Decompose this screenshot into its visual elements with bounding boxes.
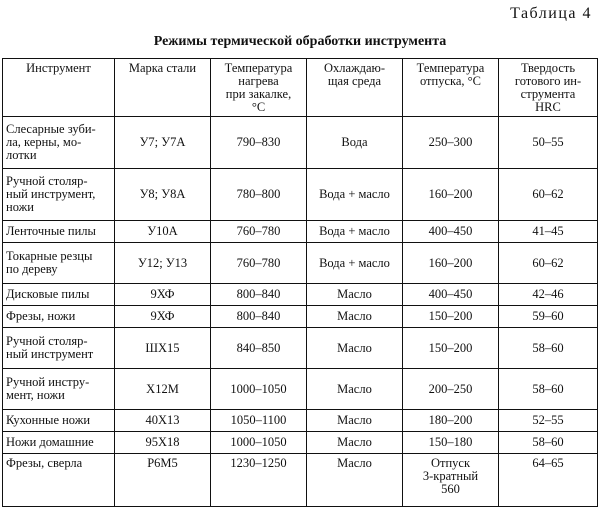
cell-tool: Ручной столяр- ный инструмент: [3, 328, 115, 369]
cell-tempering: 150–200: [403, 328, 499, 369]
cell-steel: 9ХФ: [115, 284, 211, 306]
table-row: [3, 284, 598, 306]
cell-cooling: Масло: [307, 369, 403, 410]
cell-hardening-temp: 1230–1250: [211, 454, 307, 507]
cell-tool: Фрезы, ножи: [3, 306, 115, 328]
table-row: [3, 454, 598, 507]
table-row: [3, 169, 598, 221]
cell-hardness: 52–55: [499, 410, 598, 432]
table-row: [3, 432, 598, 454]
cell-hardening-temp: 1000–1050: [211, 432, 307, 454]
table-number: Таблица 4: [510, 5, 592, 22]
table-row: [3, 328, 598, 369]
table-row: [3, 117, 598, 169]
cell-tempering: 250–300: [403, 117, 499, 169]
cell-hardening-temp: 760–780: [211, 221, 307, 243]
cell-tool: Ножи домашние: [3, 432, 115, 454]
cell-steel: 40Х13: [115, 410, 211, 432]
cell-tool: Фрезы, сверла: [3, 454, 115, 507]
cell-steel: У7; У7А: [115, 117, 211, 169]
header-row: [3, 59, 598, 117]
cell-tool: Ленточные пилы: [3, 221, 115, 243]
cell-hardness: 41–45: [499, 221, 598, 243]
cell-steel: 95Х18: [115, 432, 211, 454]
cell-tempering: 400–450: [403, 284, 499, 306]
cell-hardness: 58–60: [499, 432, 598, 454]
cell-cooling: Масло: [307, 328, 403, 369]
header-hardening-temperature: Температура нагрева при закалке, °C: [211, 59, 307, 117]
cell-steel: Р6М5: [115, 454, 211, 507]
header-steel-grade: Марка стали: [115, 59, 211, 117]
cell-cooling: Масло: [307, 306, 403, 328]
cell-tool: Ручной столяр- ный инструмент, ножи: [3, 169, 115, 221]
cell-steel: 9ХФ: [115, 306, 211, 328]
cell-cooling: Вода + масло: [307, 243, 403, 284]
cell-cooling: Масло: [307, 454, 403, 507]
table-title: Режимы термической обработки инструмента: [153, 34, 447, 49]
cell-hardness: 59–60: [499, 306, 598, 328]
cell-cooling: Вода: [307, 117, 403, 169]
cell-hardness: 60–62: [499, 243, 598, 284]
cell-tempering: 160–200: [403, 243, 499, 284]
cell-hardness: 58–60: [499, 328, 598, 369]
cell-hardening-temp: 780–800: [211, 169, 307, 221]
cell-cooling: Вода + масло: [307, 221, 403, 243]
cell-tempering: Отпуск 3-кратный 560: [403, 454, 499, 507]
cell-hardening-temp: 800–840: [211, 284, 307, 306]
cell-hardness: 58–60: [499, 369, 598, 410]
cell-hardening-temp: 800–840: [211, 306, 307, 328]
header-cooling-medium: Охлаждаю- щая среда: [307, 59, 403, 117]
cell-tool: Ручной инстру- мент, ножи: [3, 369, 115, 410]
table-row: [3, 243, 598, 284]
cell-tool: Кухонные ножи: [3, 410, 115, 432]
cell-tempering: 150–180: [403, 432, 499, 454]
cell-steel: Х12М: [115, 369, 211, 410]
cell-hardness: 42–46: [499, 284, 598, 306]
cell-tool: Слесарные зуби- ла, керны, мо- лотки: [3, 117, 115, 169]
cell-tempering: 160–200: [403, 169, 499, 221]
header-tool: Инструмент: [3, 59, 115, 117]
cell-cooling: Масло: [307, 284, 403, 306]
cell-tempering: 150–200: [403, 306, 499, 328]
table-row: [3, 306, 598, 328]
cell-hardness: 64–65: [499, 454, 598, 507]
cell-hardening-temp: 760–780: [211, 243, 307, 284]
table-row: [3, 221, 598, 243]
heat-treatment-table: [2, 58, 598, 507]
cell-cooling: Вода + масло: [307, 169, 403, 221]
cell-steel: У8; У8А: [115, 169, 211, 221]
cell-tool: Дисковые пилы: [3, 284, 115, 306]
table-row: [3, 369, 598, 410]
cell-hardening-temp: 1050–1100: [211, 410, 307, 432]
cell-steel: У12; У13: [115, 243, 211, 284]
cell-tempering: 400–450: [403, 221, 499, 243]
cell-hardness: 50–55: [499, 117, 598, 169]
cell-hardening-temp: 790–830: [211, 117, 307, 169]
cell-cooling: Масло: [307, 410, 403, 432]
cell-tool: Токарные резцы по дереву: [3, 243, 115, 284]
cell-hardening-temp: 1000–1050: [211, 369, 307, 410]
cell-cooling: Масло: [307, 432, 403, 454]
table-row: [3, 410, 598, 432]
cell-hardening-temp: 840–850: [211, 328, 307, 369]
cell-steel: У10А: [115, 221, 211, 243]
header-hardness: Твердость готового ин- струмента HRC: [499, 59, 598, 117]
header-tempering-temperature: Температура отпуска, °C: [403, 59, 499, 117]
cell-steel: ШХ15: [115, 328, 211, 369]
cell-tempering: 200–250: [403, 369, 499, 410]
cell-tempering: 180–200: [403, 410, 499, 432]
cell-hardness: 60–62: [499, 169, 598, 221]
